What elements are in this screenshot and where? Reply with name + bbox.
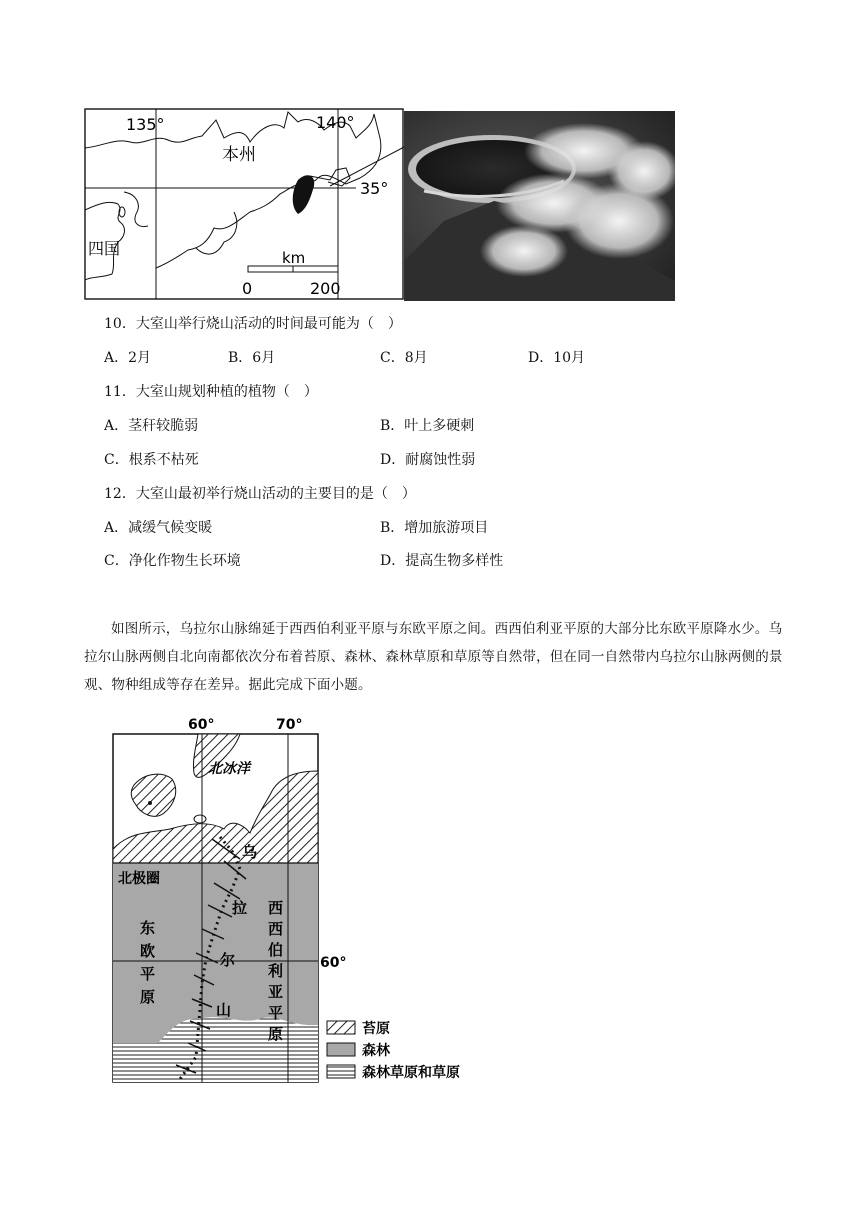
question-11-option-c[interactable]: C．根系不枯死 <box>104 452 199 468</box>
label-scale-unit: km <box>282 249 306 267</box>
japan-location-map <box>84 108 406 304</box>
question-10-option-b[interactable]: B．6月 <box>228 350 276 366</box>
label-east-plain-4: 原 <box>140 988 156 1006</box>
question-11-option-b[interactable]: B．叶上多硬刺 <box>380 418 475 434</box>
label-lat-60: 60° <box>320 955 347 971</box>
legend-label-tundra: 苔原 <box>362 1021 390 1037</box>
legend-swatch-forest <box>327 1043 355 1056</box>
label-ural-2: 拉 <box>232 899 248 917</box>
question-10-option-c[interactable]: C．8月 <box>380 350 428 366</box>
label-west-siberia-3: 伯 <box>268 941 284 959</box>
question-12-option-a[interactable]: A．减缓气候变暖 <box>104 520 213 536</box>
label-east-plain-3: 平 <box>140 965 156 983</box>
passage-text: 如图所示，乌拉尔山脉绵延于西西伯利亚平原与东欧平原之间。西西伯利亚平原的大部分比东欧平原降水少。乌拉尔山脉两侧自北向南都依次分布着苔原、森林、森林草原和草原等自然带，但在同一自然带内乌拉尔山脉两侧的景观、物种组成等存在差异。据此完成下面小题。 <box>84 621 783 693</box>
label-arctic-circle: 北极圈 <box>118 871 160 887</box>
label-scale-end: 200 <box>310 279 341 298</box>
label-west-siberia-2: 西 <box>268 920 284 938</box>
label-shikoku: 四国 <box>88 239 121 258</box>
question-12-option-d[interactable]: D．提高生物多样性 <box>380 553 504 569</box>
label-ural-3: 尔 <box>220 951 236 969</box>
label-ural-4: 山 <box>216 1001 232 1019</box>
question-12-option-c[interactable]: C．净化作物生长环境 <box>104 553 241 569</box>
question-11-option-d[interactable]: D．耐腐蚀性弱 <box>380 452 476 468</box>
label-arctic-ocean: 北冰洋 <box>208 761 250 777</box>
ural-mountains-map <box>100 713 500 1085</box>
legend-label-forest: 森林 <box>362 1043 390 1059</box>
label-west-siberia-1: 西 <box>268 899 284 917</box>
question-10-option-d[interactable]: D．10月 <box>528 350 586 366</box>
label-east-plain-2: 欧 <box>140 942 156 960</box>
label-east-plain-1: 东 <box>140 919 156 937</box>
question-11: 11．大室山规划种植的植物（ ） <box>104 384 318 400</box>
legend-swatch-steppe <box>327 1065 355 1078</box>
label-west-siberia-5: 亚 <box>268 983 284 1001</box>
legend-label-steppe: 森林草原和草原 <box>362 1065 460 1081</box>
legend-swatch-tundra <box>327 1021 355 1034</box>
label-lon-60: 60° <box>188 717 215 733</box>
question-10: 10．大室山举行烧山活动的时间最可能为（ ） <box>104 316 402 332</box>
question-11-option-a[interactable]: A．茎秆较脆弱 <box>104 418 199 434</box>
label-honshu: 本州 <box>222 145 256 165</box>
label-ural-1: 乌 <box>242 843 258 861</box>
volcano-crater-photo <box>404 111 675 301</box>
question-12-option-b[interactable]: B．增加旅游项目 <box>380 520 489 536</box>
label-lon-135: 135° <box>126 115 165 134</box>
label-west-siberia-6: 平 <box>268 1004 284 1022</box>
question-12: 12．大室山最初举行烧山活动的主要目的是（ ） <box>104 486 416 502</box>
label-west-siberia-7: 原 <box>268 1025 284 1043</box>
question-10-option-a[interactable]: A．2月 <box>104 350 152 366</box>
label-lat-35: 35° <box>360 179 389 198</box>
label-west-siberia-4: 利 <box>268 962 284 980</box>
label-scale-start: 0 <box>242 279 253 298</box>
label-lon-70: 70° <box>276 717 303 733</box>
label-lon-140: 140° <box>316 113 355 132</box>
map-legend <box>327 1020 460 1081</box>
